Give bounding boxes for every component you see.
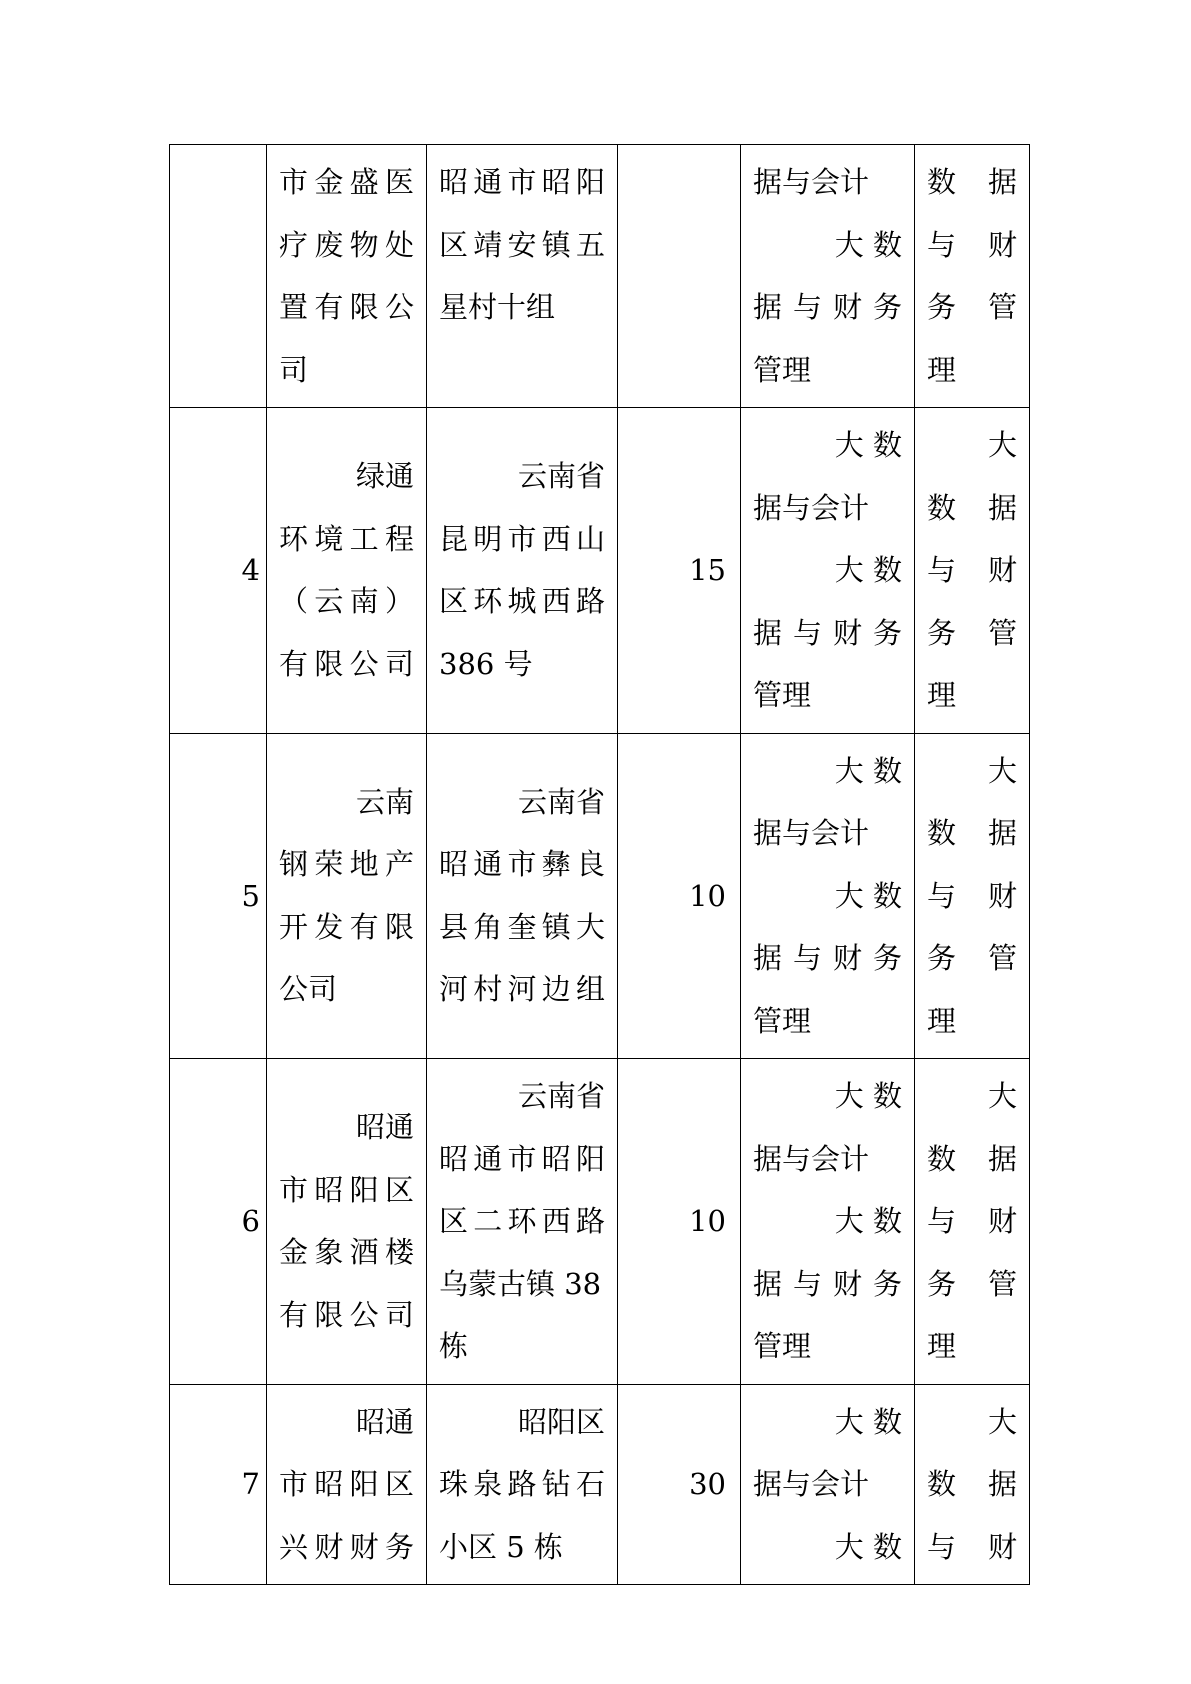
company-cell: 绿通 环境工程 （云南） 有限公司 xyxy=(267,408,427,734)
row-number-cell xyxy=(170,145,267,408)
company-cell: 昭通 市昭阳区 兴财财务 xyxy=(267,1384,427,1585)
company-cell: 市金盛医 疗废物处 置有限公 司 xyxy=(267,145,427,408)
direction-cell: 大 数 据 与 财 务 管 理 xyxy=(915,1059,1030,1385)
direction-cell: 数 据 与 财 务 管 理 xyxy=(915,145,1030,408)
address-cell: 云南省 昭通市昭阳 区二环西路 乌蒙古镇 38 栋 xyxy=(427,1059,618,1385)
row-number-cell: 7 xyxy=(170,1384,267,1585)
address-cell: 云南省 昆明市西山 区环城西路 386 号 xyxy=(427,408,618,734)
table-row xyxy=(170,145,1030,408)
table-row xyxy=(170,408,1030,734)
count-cell: 10 xyxy=(618,1059,741,1385)
direction-cell: 大 数 据 与 财 务 管 理 xyxy=(915,408,1030,734)
major-cell: 大 数 据与会计 大 数 据与财务 管理 xyxy=(741,1059,915,1385)
direction-cell: 大 数 据 与 财 xyxy=(915,1384,1030,1585)
company-cell: 昭通 市昭阳区 金象酒楼 有限公司 xyxy=(267,1059,427,1385)
data-table xyxy=(169,144,1030,1585)
address-cell: 昭通市昭阳 区靖安镇五 星村十组 xyxy=(427,145,618,408)
address-cell: 云南省 昭通市彝良 县角奎镇大 河村河边组 xyxy=(427,733,618,1059)
major-cell: 大 数 据与会计 大 数 据与财务 管理 xyxy=(741,733,915,1059)
major-cell: 据与会计 大 数 据与财务 管理 xyxy=(741,145,915,408)
row-number-cell: 6 xyxy=(170,1059,267,1385)
count-cell: 30 xyxy=(618,1384,741,1585)
company-cell: 云南 钢荣地产 开发有限 公司 xyxy=(267,733,427,1059)
table-row xyxy=(170,1059,1030,1385)
count-cell: 15 xyxy=(618,408,741,734)
major-cell: 大 数 据与会计 大 数 据与财务 管理 xyxy=(741,408,915,734)
major-cell: 大 数 据与会计 大 数 xyxy=(741,1384,915,1585)
count-cell xyxy=(618,145,741,408)
row-number-cell: 4 xyxy=(170,408,267,734)
address-cell: 昭阳区 珠泉路钻石 小区 5 栋 xyxy=(427,1384,618,1585)
table-row xyxy=(170,733,1030,1059)
direction-cell: 大 数 据 与 财 务 管 理 xyxy=(915,733,1030,1059)
count-cell: 10 xyxy=(618,733,741,1059)
row-number-cell: 5 xyxy=(170,733,267,1059)
table-row xyxy=(170,1384,1030,1585)
